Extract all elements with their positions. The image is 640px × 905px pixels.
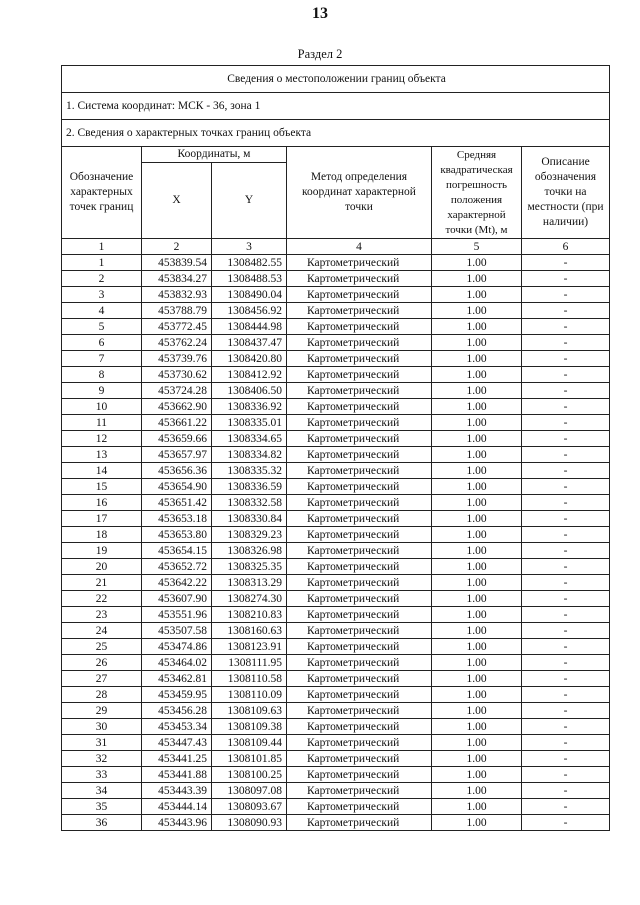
error-cell: 1.00 (432, 591, 522, 607)
x-coordinate-cell: 453772.45 (142, 319, 212, 335)
y-coordinate-cell: 1308097.08 (212, 783, 287, 799)
y-coordinate-cell: 1308334.65 (212, 431, 287, 447)
error-cell: 1.00 (432, 687, 522, 703)
y-coordinate-cell: 1308101.85 (212, 751, 287, 767)
table-row (62, 383, 610, 399)
point-number-cell: 9 (62, 383, 142, 399)
description-cell: - (522, 351, 610, 367)
description-cell: - (522, 655, 610, 671)
error-cell: 1.00 (432, 303, 522, 319)
table-row (62, 271, 610, 287)
y-coordinate-cell: 1308109.38 (212, 719, 287, 735)
table-row (62, 287, 610, 303)
method-cell: Картометрический (287, 671, 432, 687)
description-cell: - (522, 463, 610, 479)
description-cell: - (522, 799, 610, 815)
table-row (62, 559, 610, 575)
error-cell: 1.00 (432, 527, 522, 543)
table-row (62, 527, 610, 543)
error-cell: 1.00 (432, 495, 522, 511)
y-coordinate-cell: 1308456.92 (212, 303, 287, 319)
description-cell: - (522, 383, 610, 399)
error-cell: 1.00 (432, 783, 522, 799)
y-coordinate-cell: 1308100.25 (212, 767, 287, 783)
table-row (62, 319, 610, 335)
method-cell: Картометрический (287, 767, 432, 783)
table-row (62, 463, 610, 479)
method-cell: Картометрический (287, 719, 432, 735)
method-cell: Картометрический (287, 655, 432, 671)
y-coordinate-cell: 1308330.84 (212, 511, 287, 527)
x-coordinate-cell: 453441.25 (142, 751, 212, 767)
x-coordinate-cell: 453659.66 (142, 431, 212, 447)
method-cell: Картометрический (287, 495, 432, 511)
column-number: 4 (287, 239, 432, 255)
method-cell: Картометрический (287, 383, 432, 399)
table-row (62, 447, 610, 463)
description-cell: - (522, 735, 610, 751)
description-cell: - (522, 511, 610, 527)
y-coordinate-cell: 1308490.04 (212, 287, 287, 303)
method-cell: Картометрический (287, 527, 432, 543)
point-number-cell: 4 (62, 303, 142, 319)
points-heading: 2. Сведения о характерных точках границ объекта (62, 120, 610, 147)
point-number-cell: 16 (62, 495, 142, 511)
header-y: Y (212, 163, 287, 239)
y-coordinate-cell: 1308420.80 (212, 351, 287, 367)
method-cell: Картометрический (287, 623, 432, 639)
error-cell: 1.00 (432, 511, 522, 527)
error-cell: 1.00 (432, 479, 522, 495)
y-coordinate-cell: 1308412.92 (212, 367, 287, 383)
description-cell: - (522, 639, 610, 655)
error-cell: 1.00 (432, 751, 522, 767)
error-cell: 1.00 (432, 639, 522, 655)
header-coordinates: Координаты, м (142, 147, 287, 163)
method-cell: Картометрический (287, 367, 432, 383)
point-number-cell: 24 (62, 623, 142, 639)
point-number-cell: 17 (62, 511, 142, 527)
table-row (62, 399, 610, 415)
x-coordinate-cell: 453459.95 (142, 687, 212, 703)
point-number-cell: 3 (62, 287, 142, 303)
x-coordinate-cell: 453652.72 (142, 559, 212, 575)
description-cell: - (522, 767, 610, 783)
x-coordinate-cell: 453443.39 (142, 783, 212, 799)
y-coordinate-cell: 1308488.53 (212, 271, 287, 287)
point-number-cell: 31 (62, 735, 142, 751)
x-coordinate-cell: 453443.96 (142, 815, 212, 831)
point-number-cell: 8 (62, 367, 142, 383)
y-coordinate-cell: 1308334.82 (212, 447, 287, 463)
x-coordinate-cell: 453474.86 (142, 639, 212, 655)
error-cell: 1.00 (432, 799, 522, 815)
y-coordinate-cell: 1308335.01 (212, 415, 287, 431)
point-number-cell: 13 (62, 447, 142, 463)
y-coordinate-cell: 1308482.55 (212, 255, 287, 271)
point-number-cell: 26 (62, 655, 142, 671)
y-coordinate-cell: 1308109.44 (212, 735, 287, 751)
y-coordinate-cell: 1308444.98 (212, 319, 287, 335)
error-cell: 1.00 (432, 383, 522, 399)
y-coordinate-cell: 1308313.29 (212, 575, 287, 591)
description-cell: - (522, 815, 610, 831)
point-number-cell: 25 (62, 639, 142, 655)
table-row (62, 767, 610, 783)
y-coordinate-cell: 1308160.63 (212, 623, 287, 639)
table-row (62, 655, 610, 671)
x-coordinate-cell: 453724.28 (142, 383, 212, 399)
x-coordinate-cell: 453642.22 (142, 575, 212, 591)
description-cell: - (522, 367, 610, 383)
coordinate-system: 1. Система координат: МСК - 36, зона 1 (62, 93, 610, 120)
table-row (62, 495, 610, 511)
point-number-cell: 18 (62, 527, 142, 543)
method-cell: Картометрический (287, 351, 432, 367)
point-number-cell: 28 (62, 687, 142, 703)
method-cell: Картометрический (287, 639, 432, 655)
x-coordinate-cell: 453656.36 (142, 463, 212, 479)
point-number-cell: 19 (62, 543, 142, 559)
x-coordinate-cell: 453730.62 (142, 367, 212, 383)
error-cell: 1.00 (432, 719, 522, 735)
method-cell: Картометрический (287, 431, 432, 447)
x-coordinate-cell: 453762.24 (142, 335, 212, 351)
header-description: Описание обозначения точки на местности (при наличии) (522, 147, 610, 239)
table-row (62, 815, 610, 831)
point-number-cell: 30 (62, 719, 142, 735)
y-coordinate-cell: 1308123.91 (212, 639, 287, 655)
x-coordinate-cell: 453507.58 (142, 623, 212, 639)
point-number-cell: 15 (62, 479, 142, 495)
table-row (62, 783, 610, 799)
column-number: 6 (522, 239, 610, 255)
method-cell: Картометрический (287, 687, 432, 703)
column-number: 2 (142, 239, 212, 255)
table-title: Сведения о местоположении границ объекта (62, 66, 610, 93)
method-cell: Картометрический (287, 303, 432, 319)
y-coordinate-cell: 1308210.83 (212, 607, 287, 623)
error-cell: 1.00 (432, 399, 522, 415)
point-number-cell: 14 (62, 463, 142, 479)
method-cell: Картометрический (287, 575, 432, 591)
header-x: X (142, 163, 212, 239)
error-cell: 1.00 (432, 255, 522, 271)
y-coordinate-cell: 1308406.50 (212, 383, 287, 399)
y-coordinate-cell: 1308111.95 (212, 655, 287, 671)
point-number-cell: 33 (62, 767, 142, 783)
y-coordinate-cell: 1308336.59 (212, 479, 287, 495)
table-row (62, 591, 610, 607)
description-cell: - (522, 527, 610, 543)
error-cell: 1.00 (432, 767, 522, 783)
description-cell: - (522, 479, 610, 495)
method-cell: Картометрический (287, 511, 432, 527)
description-cell: - (522, 703, 610, 719)
description-cell: - (522, 623, 610, 639)
y-coordinate-cell: 1308329.23 (212, 527, 287, 543)
method-cell: Картометрический (287, 591, 432, 607)
y-coordinate-cell: 1308336.92 (212, 399, 287, 415)
x-coordinate-cell: 453661.22 (142, 415, 212, 431)
point-number-cell: 23 (62, 607, 142, 623)
description-cell: - (522, 543, 610, 559)
method-cell: Картометрический (287, 463, 432, 479)
table-row (62, 719, 610, 735)
method-cell: Картометрический (287, 543, 432, 559)
table-row (62, 751, 610, 767)
method-cell: Картометрический (287, 319, 432, 335)
x-coordinate-cell: 453832.93 (142, 287, 212, 303)
description-cell: - (522, 575, 610, 591)
point-number-cell: 36 (62, 815, 142, 831)
table-row (62, 575, 610, 591)
error-cell: 1.00 (432, 655, 522, 671)
x-coordinate-cell: 453834.27 (142, 271, 212, 287)
method-cell: Картометрический (287, 735, 432, 751)
header-error: Средняя квадратическая погрешность положения характерной точки (Mt), м (432, 147, 522, 239)
method-cell: Картометрический (287, 479, 432, 495)
x-coordinate-cell: 453788.79 (142, 303, 212, 319)
description-cell: - (522, 719, 610, 735)
x-coordinate-cell: 453607.90 (142, 591, 212, 607)
y-coordinate-cell: 1308335.32 (212, 463, 287, 479)
y-coordinate-cell: 1308109.63 (212, 703, 287, 719)
y-coordinate-cell: 1308090.93 (212, 815, 287, 831)
header-point-designation: Обозначение характерных точек границ (62, 147, 142, 239)
y-coordinate-cell: 1308110.58 (212, 671, 287, 687)
description-cell: - (522, 415, 610, 431)
x-coordinate-cell: 453444.14 (142, 799, 212, 815)
table-row (62, 511, 610, 527)
method-cell: Картометрический (287, 799, 432, 815)
table-row (62, 639, 610, 655)
error-cell: 1.00 (432, 703, 522, 719)
description-cell: - (522, 591, 610, 607)
description-cell: - (522, 559, 610, 575)
table-row (62, 735, 610, 751)
x-coordinate-cell: 453447.43 (142, 735, 212, 751)
method-cell: Картометрический (287, 447, 432, 463)
description-cell: - (522, 783, 610, 799)
description-cell: - (522, 303, 610, 319)
error-cell: 1.00 (432, 671, 522, 687)
error-cell: 1.00 (432, 735, 522, 751)
table-row (62, 303, 610, 319)
error-cell: 1.00 (432, 271, 522, 287)
boundary-points-table (61, 65, 610, 831)
error-cell: 1.00 (432, 815, 522, 831)
point-number-cell: 29 (62, 703, 142, 719)
y-coordinate-cell: 1308110.09 (212, 687, 287, 703)
description-cell: - (522, 287, 610, 303)
error-cell: 1.00 (432, 463, 522, 479)
point-number-cell: 34 (62, 783, 142, 799)
x-coordinate-cell: 453662.90 (142, 399, 212, 415)
error-cell: 1.00 (432, 351, 522, 367)
x-coordinate-cell: 453653.80 (142, 527, 212, 543)
error-cell: 1.00 (432, 543, 522, 559)
table-row (62, 703, 610, 719)
x-coordinate-cell: 453657.97 (142, 447, 212, 463)
method-cell: Картометрический (287, 335, 432, 351)
x-coordinate-cell: 453441.88 (142, 767, 212, 783)
point-number-cell: 20 (62, 559, 142, 575)
table-row (62, 255, 610, 271)
point-number-cell: 1 (62, 255, 142, 271)
description-cell: - (522, 671, 610, 687)
column-number: 1 (62, 239, 142, 255)
table-row (62, 367, 610, 383)
x-coordinate-cell: 453453.34 (142, 719, 212, 735)
method-cell: Картометрический (287, 271, 432, 287)
point-number-cell: 10 (62, 399, 142, 415)
description-cell: - (522, 255, 610, 271)
x-coordinate-cell: 453551.96 (142, 607, 212, 623)
y-coordinate-cell: 1308274.30 (212, 591, 287, 607)
column-number-row (62, 239, 610, 255)
table-row (62, 623, 610, 639)
point-number-cell: 2 (62, 271, 142, 287)
error-cell: 1.00 (432, 287, 522, 303)
point-number-cell: 5 (62, 319, 142, 335)
error-cell: 1.00 (432, 559, 522, 575)
method-cell: Картометрический (287, 607, 432, 623)
column-number: 3 (212, 239, 287, 255)
y-coordinate-cell: 1308437.47 (212, 335, 287, 351)
table-row (62, 799, 610, 815)
error-cell: 1.00 (432, 367, 522, 383)
table-row (62, 431, 610, 447)
error-cell: 1.00 (432, 319, 522, 335)
table-row (62, 335, 610, 351)
x-coordinate-cell: 453654.15 (142, 543, 212, 559)
table-row (62, 607, 610, 623)
description-cell: - (522, 447, 610, 463)
x-coordinate-cell: 453464.02 (142, 655, 212, 671)
y-coordinate-cell: 1308326.98 (212, 543, 287, 559)
description-cell: - (522, 319, 610, 335)
method-cell: Картометрический (287, 751, 432, 767)
error-cell: 1.00 (432, 431, 522, 447)
method-cell: Картометрический (287, 399, 432, 415)
point-number-cell: 12 (62, 431, 142, 447)
description-cell: - (522, 495, 610, 511)
error-cell: 1.00 (432, 607, 522, 623)
description-cell: - (522, 335, 610, 351)
description-cell: - (522, 271, 610, 287)
table-row (62, 671, 610, 687)
table-row (62, 687, 610, 703)
x-coordinate-cell: 453839.54 (142, 255, 212, 271)
method-cell: Картометрический (287, 255, 432, 271)
method-cell: Картометрический (287, 287, 432, 303)
method-cell: Картометрический (287, 703, 432, 719)
x-coordinate-cell: 453651.42 (142, 495, 212, 511)
error-cell: 1.00 (432, 335, 522, 351)
table-row (62, 543, 610, 559)
method-cell: Картометрический (287, 559, 432, 575)
method-cell: Картометрический (287, 415, 432, 431)
method-cell: Картометрический (287, 783, 432, 799)
x-coordinate-cell: 453739.76 (142, 351, 212, 367)
section-title: Раздел 2 (297, 47, 343, 61)
point-number-cell: 7 (62, 351, 142, 367)
description-cell: - (522, 399, 610, 415)
error-cell: 1.00 (432, 575, 522, 591)
header-method: Метод определения координат характерной точки (287, 147, 432, 239)
table-row (62, 415, 610, 431)
error-cell: 1.00 (432, 447, 522, 463)
point-number-cell: 32 (62, 751, 142, 767)
x-coordinate-cell: 453456.28 (142, 703, 212, 719)
y-coordinate-cell: 1308093.67 (212, 799, 287, 815)
method-cell: Картометрический (287, 815, 432, 831)
error-cell: 1.00 (432, 415, 522, 431)
x-coordinate-cell: 453654.90 (142, 479, 212, 495)
error-cell: 1.00 (432, 623, 522, 639)
point-number-cell: 27 (62, 671, 142, 687)
y-coordinate-cell: 1308332.58 (212, 495, 287, 511)
point-number-cell: 21 (62, 575, 142, 591)
description-cell: - (522, 687, 610, 703)
point-number-cell: 35 (62, 799, 142, 815)
y-coordinate-cell: 1308325.35 (212, 559, 287, 575)
table-row (62, 351, 610, 367)
point-number-cell: 6 (62, 335, 142, 351)
description-cell: - (522, 751, 610, 767)
page-number: 13 (312, 5, 328, 22)
point-number-cell: 22 (62, 591, 142, 607)
table-row (62, 479, 610, 495)
column-number: 5 (432, 239, 522, 255)
point-number-cell: 11 (62, 415, 142, 431)
x-coordinate-cell: 453653.18 (142, 511, 212, 527)
description-cell: - (522, 607, 610, 623)
x-coordinate-cell: 453462.81 (142, 671, 212, 687)
description-cell: - (522, 431, 610, 447)
